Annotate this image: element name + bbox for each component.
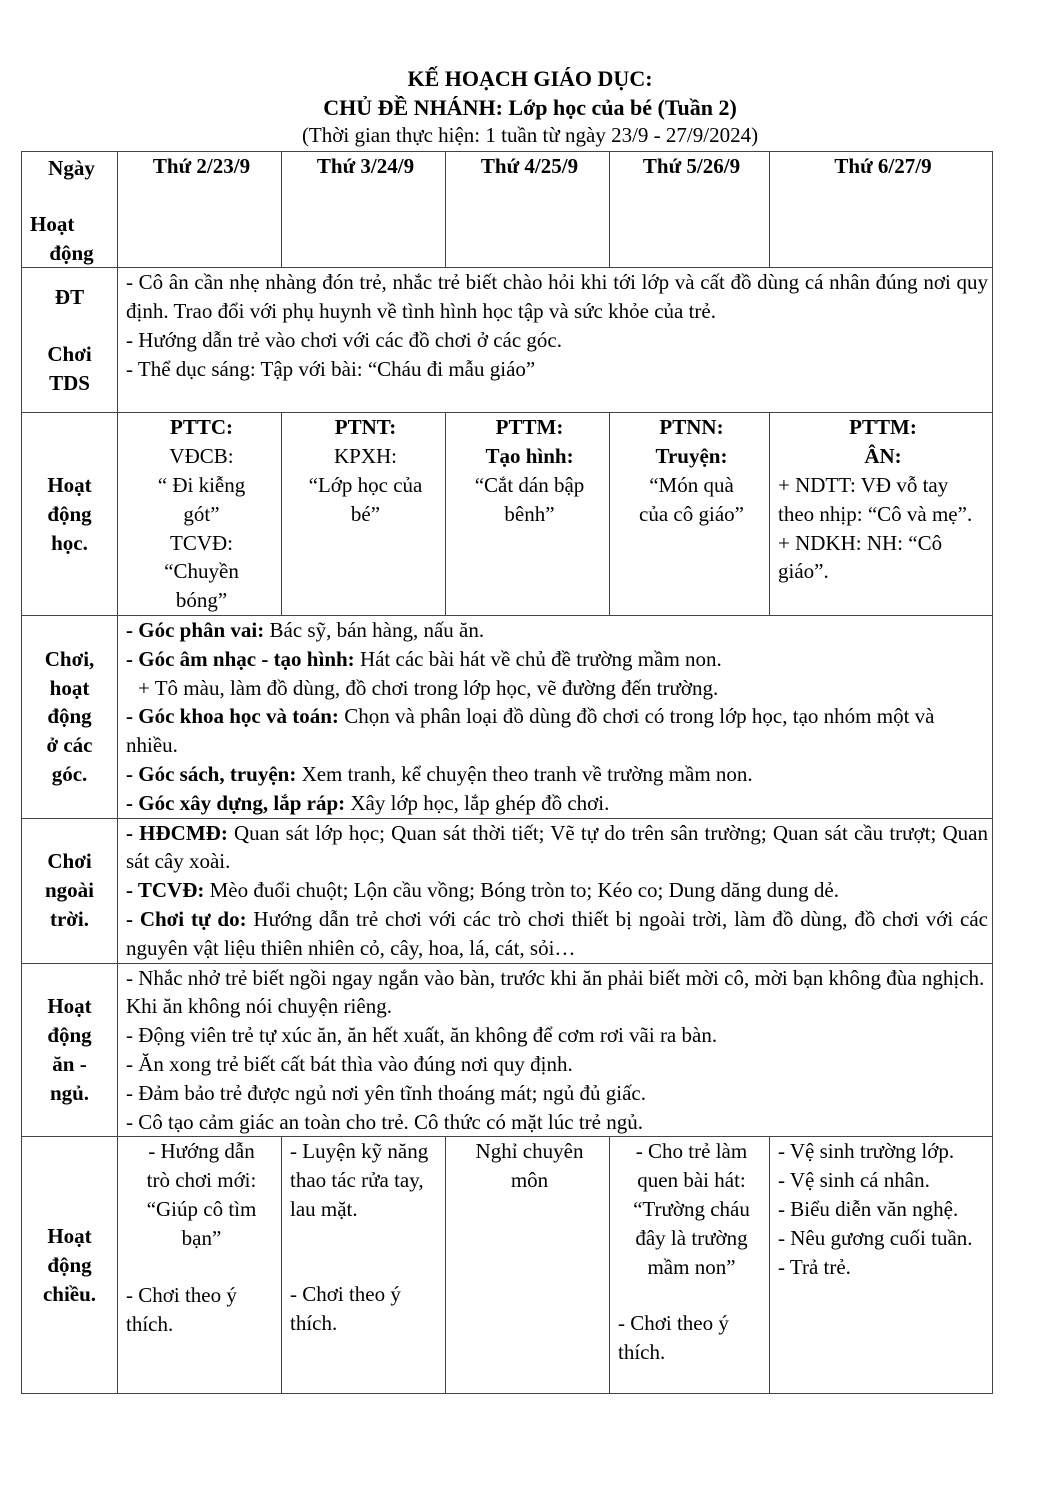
learning-mon-l2: VĐCB: [169,444,234,469]
meal-label-1: Hoạt [47,994,92,1019]
afternoon-fri-l2: - Vệ sinh cá nhân. [778,1168,930,1193]
afternoon-row [22,1137,993,1394]
outdoor-label-cell [22,818,118,963]
afternoon-mon-l2: trò chơi mới: [146,1168,257,1193]
corners-label-2: hoạt [49,675,90,700]
learning-thu-l1: PTNN: [659,415,724,440]
learning-tue-l3: “Lớp học của [308,472,423,497]
afternoon-mon-cell [118,1137,282,1394]
corners-item-2-text: Hát các bài hát về chủ đề trường mầm non. [354,646,722,671]
corners-label-5: góc. [51,761,88,786]
corners-item-4-text: Xem tranh, kể chuyện theo tranh về trường mầm non. [296,761,753,786]
welcome-row [22,268,993,413]
corners-item-3-label: - Góc khoa học và toán: [126,704,339,729]
corners-item-1-label: - Góc phân vai: [126,617,265,642]
meal-label-cell [22,963,118,1137]
day-header-mon: Thứ 2/23/9 [118,152,282,268]
afternoon-fri-l3: - Biểu diễn văn nghệ. [778,1196,959,1221]
welcome-line-2: - Hướng dẫn trẻ vào chơi với các đồ chơi ở các góc. [126,327,562,352]
learning-label-1: Hoạt [47,472,92,497]
welcome-content-cell [118,268,993,413]
learning-mon-cell [118,413,282,616]
meal-line-2: - Động viên trẻ tự xúc ăn, ăn hết xuất, ăn không để cơm rơi vãi ra bàn. [126,1023,718,1048]
meal-line-4: - Đảm bảo trẻ được ngủ nơi yên tĩnh thoáng mát; ngủ đủ giấc. [126,1080,646,1105]
outdoor-label-1: Chơi [47,849,92,874]
outdoor-item-2-label: - TCVĐ: [126,878,205,903]
learning-thu-l4: của cô giáo” [639,501,744,526]
afternoon-mon-l1: - Hướng dẫn [148,1139,255,1164]
corners-item-1 [126,616,988,645]
corners-item-4-label: - Góc sách, truyện: [126,761,297,786]
outdoor-label-3: trời. [49,906,90,931]
learning-tue-l1: PTNT: [334,415,397,440]
meal-line-3: - Ăn xong trẻ biết cất bát thìa vào đúng nơi quy định. [126,1051,573,1076]
day-header-tue: Thứ 3/24/9 [282,152,446,268]
learning-wed-l4: bênh” [504,501,555,526]
corners-label-1: Chơi, [44,646,95,671]
corners-item-5-label: - Góc xây dựng, lắp ráp: [126,790,346,815]
learning-wed-l1: PTTM: [495,415,564,440]
meal-label-3: ăn - [52,1051,87,1076]
outdoor-label-2: ngoài [44,878,94,903]
learning-fri-l2: ÂN: [864,444,902,469]
document-title: KẾ HOẠCH GIÁO DỤC: [407,66,653,91]
afternoon-fri-l5: - Trả trẻ. [778,1254,851,1279]
afternoon-tue-cell [282,1137,446,1394]
corners-item-2-label: - Góc âm nhạc - tạo hình: [126,646,355,671]
learning-tue-cell [282,413,446,616]
afternoon-wed-l1: Nghỉ chuyên [475,1139,584,1164]
header-row [22,152,993,268]
welcome-label-cell [22,268,118,413]
afternoon-thu-l1: - Cho trẻ làm [635,1139,748,1164]
afternoon-mon-l4: bạn” [181,1225,222,1250]
meal-line-5: - Cô tạo cảm giác an toàn cho trẻ. Cô thức có mặt lúc trẻ ngủ. [126,1109,643,1134]
learning-mon-l4: gót” [183,501,220,526]
corners-row [22,615,993,818]
welcome-label-1: ĐT [54,284,85,309]
learning-fri-cell [770,413,993,616]
plan-table [21,151,993,1394]
corners-item-2 [126,645,988,674]
corners-label-4: ở các [46,733,93,758]
afternoon-tue-free: - Chơi theo ý thích. [290,1282,401,1336]
afternoon-thu-l5: mầm non” [647,1254,736,1279]
learning-thu-l2: Truyện: [655,444,728,469]
corners-label-3: động [47,704,92,729]
learning-tue-l2: KPXH: [333,444,397,469]
learning-mon-l6: “Chuyền [164,559,239,584]
corners-label-cell [22,615,118,818]
afternoon-label-2: động [47,1252,92,1277]
learning-wed-cell [446,413,610,616]
meal-content-cell [118,963,993,1137]
outdoor-item-3-label: - Chơi tự do: [126,906,247,931]
afternoon-mon-free: - Chơi theo ý thích. [126,1283,237,1337]
corners-item-5-text: Xây lớp học, lắp ghép đồ chơi. [345,790,610,815]
learning-fri-l3: + NDTT: VĐ vỗ tay theo nhịp: “Cô và mẹ”. [778,472,973,526]
learning-label-2: động [47,501,92,526]
outdoor-content-cell [118,818,993,963]
afternoon-mon-l3: “Giúp cô tìm [146,1196,257,1221]
learning-wed-l3: “Cắt dán bập [474,472,585,497]
afternoon-label-1: Hoạt [47,1224,92,1249]
outdoor-item-3 [126,905,988,963]
afternoon-thu-l3: “Trường cháu [633,1196,750,1221]
learning-fri-l1: PTTM: [849,415,917,440]
outdoor-item-1-label: - HĐCMĐ: [126,820,228,845]
corners-item-3-text: Chọn và phân loại đồ dùng đồ chơi có trong lớp học, tạo nhóm một và nhiều. [126,704,935,758]
welcome-label-2: Chơi [47,342,92,367]
corner-cell [22,152,118,268]
afternoon-tue-l1: - Luyện kỹ năng thao tác rửa tay, lau mặt. [290,1139,429,1221]
corners-item-2-sub: + Tô màu, làm đồ dùng, đồ chơi trong lớp học, vẽ đường đến trường. [138,675,719,700]
afternoon-thu-l4: đây là trường [635,1225,748,1250]
learning-mon-l7: bóng” [175,588,228,613]
document-subtitle: CHỦ ĐỀ NHÁNH: Lớp học của bé (Tuần 2) [323,95,737,120]
meal-line-1: - Nhắc nhở trẻ biết ngồi ngay ngắn vào bàn, trước khi ăn phải biết mời cô, mời bạn không đùa nghịch. Khi ăn không nói chuyện riêng. [126,965,985,1019]
learning-label-3: học. [51,530,88,555]
corner-activity-label-1: Hoạt [30,211,75,236]
learning-thu-l3: “Món quà [649,472,734,497]
welcome-para-1: - Cô ân cần nhẹ nhàng đón trẻ, nhắc trẻ biết chào hỏi khi tới lớp và cất đồ dùng cá nhân đúng nơi quy định. Trao đổi với phụ huynh về tình hình học tập và sức khỏe của trẻ. [126,270,988,324]
outdoor-item-2 [126,876,988,905]
afternoon-fri-l1: - Vệ sinh trường lớp. [778,1139,955,1164]
learning-row [22,413,993,616]
document-header [0,64,1060,148]
afternoon-fri-l4: - Nêu gương cuối tuần. [778,1225,973,1250]
outdoor-row [22,818,993,963]
learning-mon-l3: “ Đi kiễng [157,472,246,497]
welcome-line-3: - Thể dục sáng: Tập với bài: “Cháu đi mẫu giáo” [126,356,536,381]
day-header-wed: Thứ 4/25/9 [446,152,610,268]
afternoon-wed-cell [446,1137,610,1394]
day-header-fri: Thứ 6/27/9 [770,152,993,268]
afternoon-thu-free: - Chơi theo ý thích. [618,1311,729,1365]
learning-tue-l4: bé” [350,501,381,526]
afternoon-thu-l2: quen bài hát: [637,1168,746,1193]
afternoon-label-cell [22,1137,118,1394]
afternoon-thu-cell [610,1137,770,1394]
corners-item-1-text: Bác sỹ, bán hàng, nấu ăn. [264,617,485,642]
meal-row [22,963,993,1137]
learning-mon-l1: PTTC: [170,415,233,440]
welcome-label-3: TDS [49,371,90,396]
corners-item-5 [126,789,988,818]
learning-wed-l2: Tạo hình: [485,444,574,469]
learning-label-cell [22,413,118,616]
corners-item-3 [126,702,988,760]
corners-item-4 [126,760,988,789]
afternoon-fri-cell [770,1137,993,1394]
outdoor-item-1-text: Quan sát lớp học; Quan sát thời tiết; Vẽ tự do trên sân trường; Quan sát cầu trượt; Quan sát cây xoài. [126,820,988,874]
corner-day-label: Ngày [48,156,95,180]
corners-content-cell [118,615,993,818]
learning-fri-l4: + NDKH: NH: “Cô giáo”. [778,530,943,584]
outdoor-item-1 [126,819,988,877]
outdoor-item-3-text: Hướng dẫn trẻ chơi với các trò chơi thiết bị ngoài trời, làm đồ dùng, đồ chơi với các nguyên vật liệu thiên nhiên cỏ, cây, hoa, lá, cát, sỏi… [126,906,988,960]
meal-label-2: động [47,1023,92,1048]
corner-activity-label-2: động [49,240,94,265]
day-header-thu: Thứ 5/26/9 [610,152,770,268]
afternoon-wed-l2: môn [510,1168,549,1193]
afternoon-label-3: chiều. [42,1281,97,1306]
meal-label-4: ngủ. [49,1080,90,1105]
outdoor-item-2-text: Mèo đuổi chuột; Lộn cầu vồng; Bóng tròn to; Kéo co; Dung dăng dung dẻ. [204,878,839,903]
learning-mon-l5: TCVĐ: [170,530,233,555]
document-period: (Thời gian thực hiện: 1 tuần từ ngày 23/9 - 27/9/2024) [301,123,759,147]
learning-thu-cell [610,413,770,616]
